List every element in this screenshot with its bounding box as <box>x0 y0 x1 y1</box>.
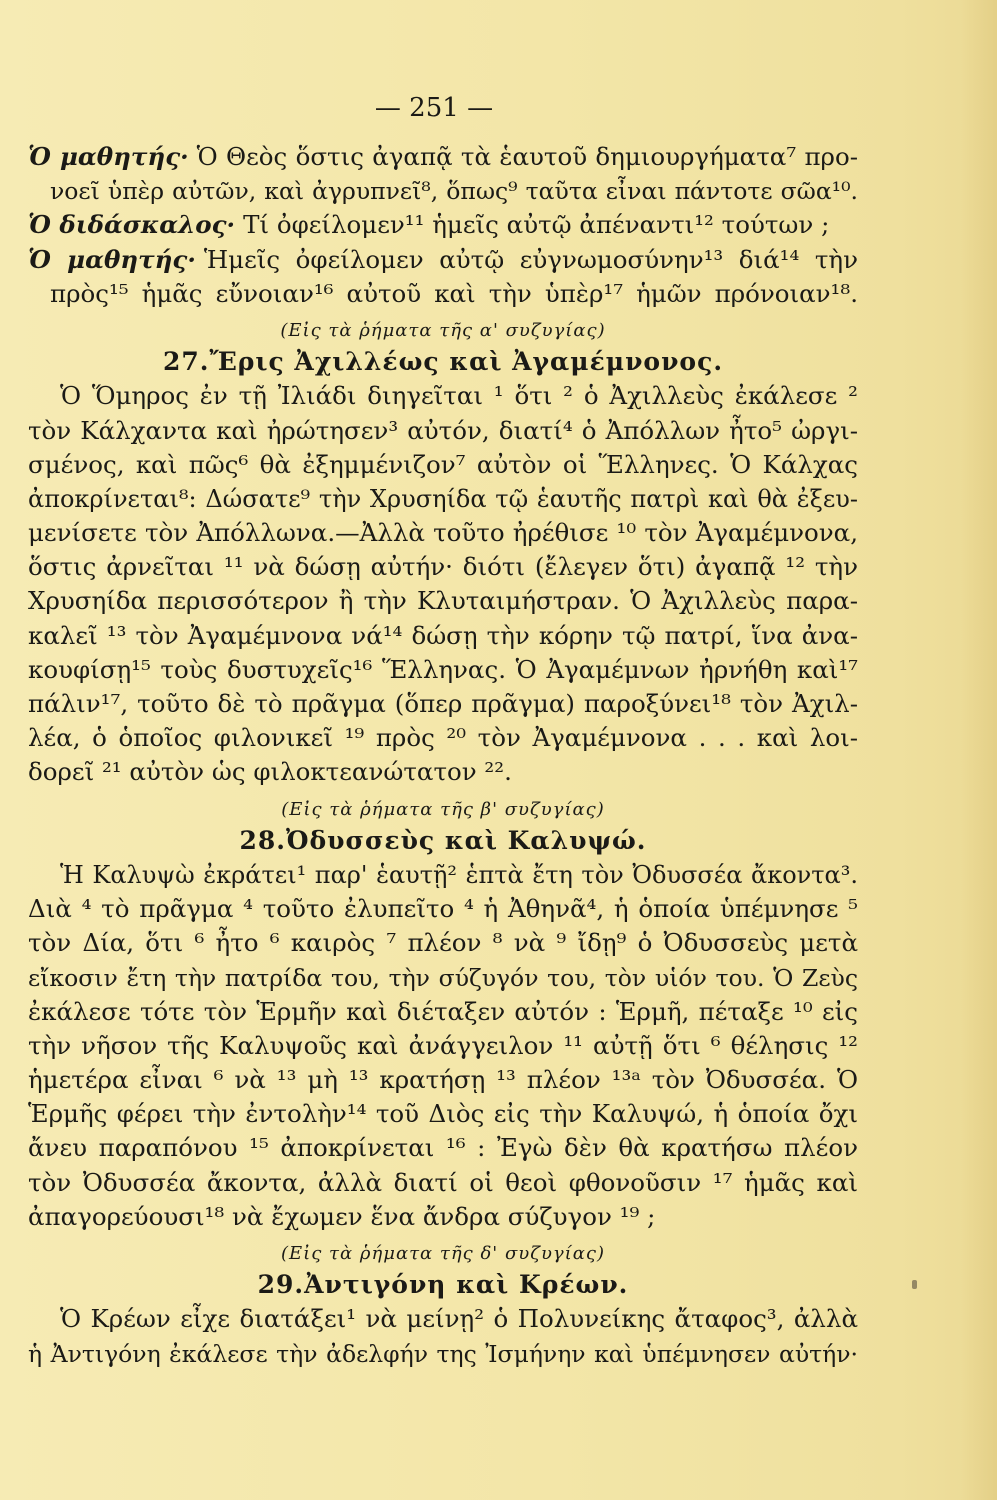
text-line: ἀποκρίνεται⁸: Δώσατε⁹ τὴν Χρυσηίδα τῷ ἑαυτῆς πατρὶ καὶ θὰ ἐξευ- <box>28 484 858 513</box>
dialogue-line <box>28 140 858 174</box>
ink-speck <box>912 1280 917 1289</box>
conjugation-note <box>28 311 858 345</box>
section-heading <box>28 824 858 858</box>
text-line: ἐκάλεσε τότε τὸν Ἑρμῆν καὶ διέταξεν αὐτόν : Ἑρμῆ, πέταξε ¹⁰ εἰς <box>28 996 858 1026</box>
dialogue-line <box>28 277 858 311</box>
text-line: Ὁ Ὅμηρος ἐν τῇ Ἰλιάδι διηγεῖται ¹ ὅτι ² ὁ Ἀχιλλεὺς ἐκάλεσε ² <box>60 381 858 411</box>
text-line: καλεῖ ¹³ τὸν Ἀγαμέμνονα νά¹⁴ δώσῃ τὴν κόρην τῷ πατρί, ἵνα ἀνα- <box>28 620 858 650</box>
section-number: 27. <box>162 347 210 377</box>
text-line: ἄνευ παραπόνου ¹⁵ ἀποκρίνεται ¹⁶ : Ἐγὼ δὲν θὰ κρατήσω πλέον <box>28 1133 858 1163</box>
page-number: — 251 — <box>374 93 494 123</box>
text-line: ἡμετέρα εἶναι ⁶ νὰ ¹³ μὴ ¹³ κρατήσῃ ¹³ πλέον ¹³ᵃ τὸν Ὀδυσσέα. Ὁ <box>28 1065 858 1095</box>
section-heading <box>28 345 858 379</box>
text-line: ἡ Ἀντιγόνη ἐκάλεσε τὴν ἀδελφήν της Ἰσμήνην καὶ ὑπέμνησεν αὐτήν· <box>28 1339 858 1368</box>
text-line: λέα, ὁ ὁποῖος φιλονικεῖ ¹⁹ πρὸς ²⁰ τὸν Ἀγαμέμνονα . . . καὶ λοι- <box>28 723 858 753</box>
dialogue-text: Τί ὀφείλομεν¹¹ ἡμεῖς αὐτῷ ἀπέναντι¹² τούτων ; <box>243 210 830 240</box>
dialogue-line <box>28 174 858 208</box>
note-text: (Εἰς τὰ ῥήματα τῆς β' συζυγίας) <box>281 798 605 820</box>
text-line: Διὰ ⁴ τὸ πρᾶγμα ⁴ τοῦτο ἐλυπεῖτο ⁴ ἡ Ἀθηνᾶ⁴, ἡ ὁποία ὑπέμνησε ⁵ <box>28 894 858 924</box>
section-title: Ἀντιγόνη καὶ Κρέων. <box>304 1270 629 1300</box>
text-line: τὸν Ὀδυσσέα ἄκοντα, ἀλλὰ διατί οἱ θεοὶ φθονοῦσιν ¹⁷ ἡμᾶς καὶ <box>28 1167 858 1197</box>
dialogue-line <box>28 208 858 242</box>
text-line: μενίσετε τὸν Ἀπόλλωνα.—Ἀλλὰ τοῦτο ἠρέθισε ¹⁰ τὸν Ἀγαμέμνονα, <box>28 518 858 548</box>
text-line: Ἑρμῆς φέρει τὴν ἐντολὴν¹⁴ τοῦ Διὸς εἰς τὴν Καλυψώ, ἡ ὁποία ὄχι <box>28 1099 858 1129</box>
text-line: Χρυσηίδα περισσότερον ἢ τὴν Κλυταιμήστραν. Ὁ Ἀχιλλεὺς παρα- <box>28 586 858 616</box>
conjugation-note <box>28 790 858 824</box>
speaker-label: Ὁ διδάσκαλος· <box>28 210 236 240</box>
speaker-label: Ὁ μαθητής· <box>28 244 196 274</box>
dialogue-text: πρὸς¹⁵ ἡμᾶς εὔνοιαν¹⁶ αὐτοῦ καὶ τὴν ὑπὲρ¹⁷ ἡμῶν πρόνοιαν¹⁸. <box>50 278 858 308</box>
text-line: πάλιν¹⁷, τοῦτο δὲ τὸ πρᾶγμα (ὅπερ πρᾶγμα) παροξύνει¹⁸ τὸν Ἀχιλ- <box>28 689 858 718</box>
text-line: Ἡ Καλυψὼ ἐκράτει¹ παρ' ἑαυτῇ² ἑπτὰ ἔτη τὸν Ὀδυσσέα ἄκοντα³. <box>60 860 858 889</box>
dialogue-text: νοεῖ ὑπὲρ αὐτῶν, καὶ ἀγρυπνεῖ⁸, ὅπως⁹ ταῦτα εἶναι πάντοτε σῶα¹⁰. <box>50 177 858 206</box>
speaker-label: Ὁ μαθητής· <box>28 142 189 171</box>
note-text: (Εἰς τὰ ῥήματα τῆς α' συζυγίας) <box>280 319 606 341</box>
section-title: Ὀδυσσεὺς καὶ Καλυψώ. <box>285 825 647 855</box>
text-line: τὸν Δία, ὅτι ⁶ ἦτο ⁶ καιρὸς ⁷ πλέον ⁸ νὰ ⁹ ἴδῃ⁹ ὁ Ὀδυσσεὺς μετὰ <box>28 928 858 958</box>
section-number: 29. <box>257 1270 305 1300</box>
text-line: ὅστις ἀρνεῖται ¹¹ νὰ δώσῃ αὐτήν· διότι (ἔλεγεν ὅτι) ἀγαπᾷ ¹² τὴν <box>28 552 858 582</box>
conjugation-note <box>28 1234 858 1268</box>
dialogue-line <box>28 243 858 277</box>
text-line: τὸν Κάλχαντα καὶ ἠρώτησεν³ αὐτόν, διατί⁴ ὁ Ἀπόλλων ἦτο⁵ ὠργι- <box>28 415 858 445</box>
text-line: Ὁ Κρέων εἶχε διατάξει¹ νὰ μείνῃ² ὁ Πολυνείκης ἄταφος³, ἀλλὰ <box>60 1304 858 1334</box>
section-number: 28. <box>239 825 286 855</box>
dialogue-text: Ἡμεῖς ὀφείλομεν αὐτῷ εὐγνωμοσύνην¹³ διά¹⁴ τὴν <box>203 244 858 274</box>
text-line: τὴν νῆσον τῆς Καλυψοῦς καὶ ἀνάγγειλον ¹¹ αὐτῇ ὅτι ⁶ θέλησις ¹² <box>28 1030 858 1060</box>
page-edge-shadow <box>961 0 997 1500</box>
section-title: Ἔρις Ἀχιλλέως καὶ Ἀγαμέμνονος. <box>209 347 724 377</box>
text-line: δορεῖ ²¹ αὐτὸν ὡς φιλοκτεανώτατον ²². <box>28 757 512 787</box>
note-text: (Εἰς τὰ ῥήματα τῆς δ' συζυγίας) <box>281 1243 605 1264</box>
page-text <box>28 140 858 1371</box>
section-heading <box>28 1268 858 1302</box>
text-line: ἀπαγορεύουσι¹⁸ νὰ ἔχωμεν ἕνα ἄνδρα σύζυγον ¹⁹ ; <box>28 1201 656 1231</box>
text-line: σμένος, καὶ πῶς⁶ θὰ ἐξημμένιζον⁷ αὐτὸν οἱ Ἕλληνες. Ὁ Κάλχας <box>28 449 858 479</box>
dialogue-text: Ὁ Θεὸς ὅστις ἀγαπᾷ τὰ ἑαυτοῦ δημιουργήματα⁷ προ- <box>196 142 858 171</box>
text-line: κουφίσῃ¹⁵ τοὺς δυστυχεῖς¹⁶ Ἕλληνας. Ὁ Ἀγαμέμνων ἠρνήθη καὶ¹⁷ <box>28 654 858 684</box>
text-line: εἴκοσιν ἔτη τὴν πατρίδα του, τὴν σύζυγόν του, τὸν υἱόν του. Ὁ Ζεὺς <box>28 963 858 992</box>
